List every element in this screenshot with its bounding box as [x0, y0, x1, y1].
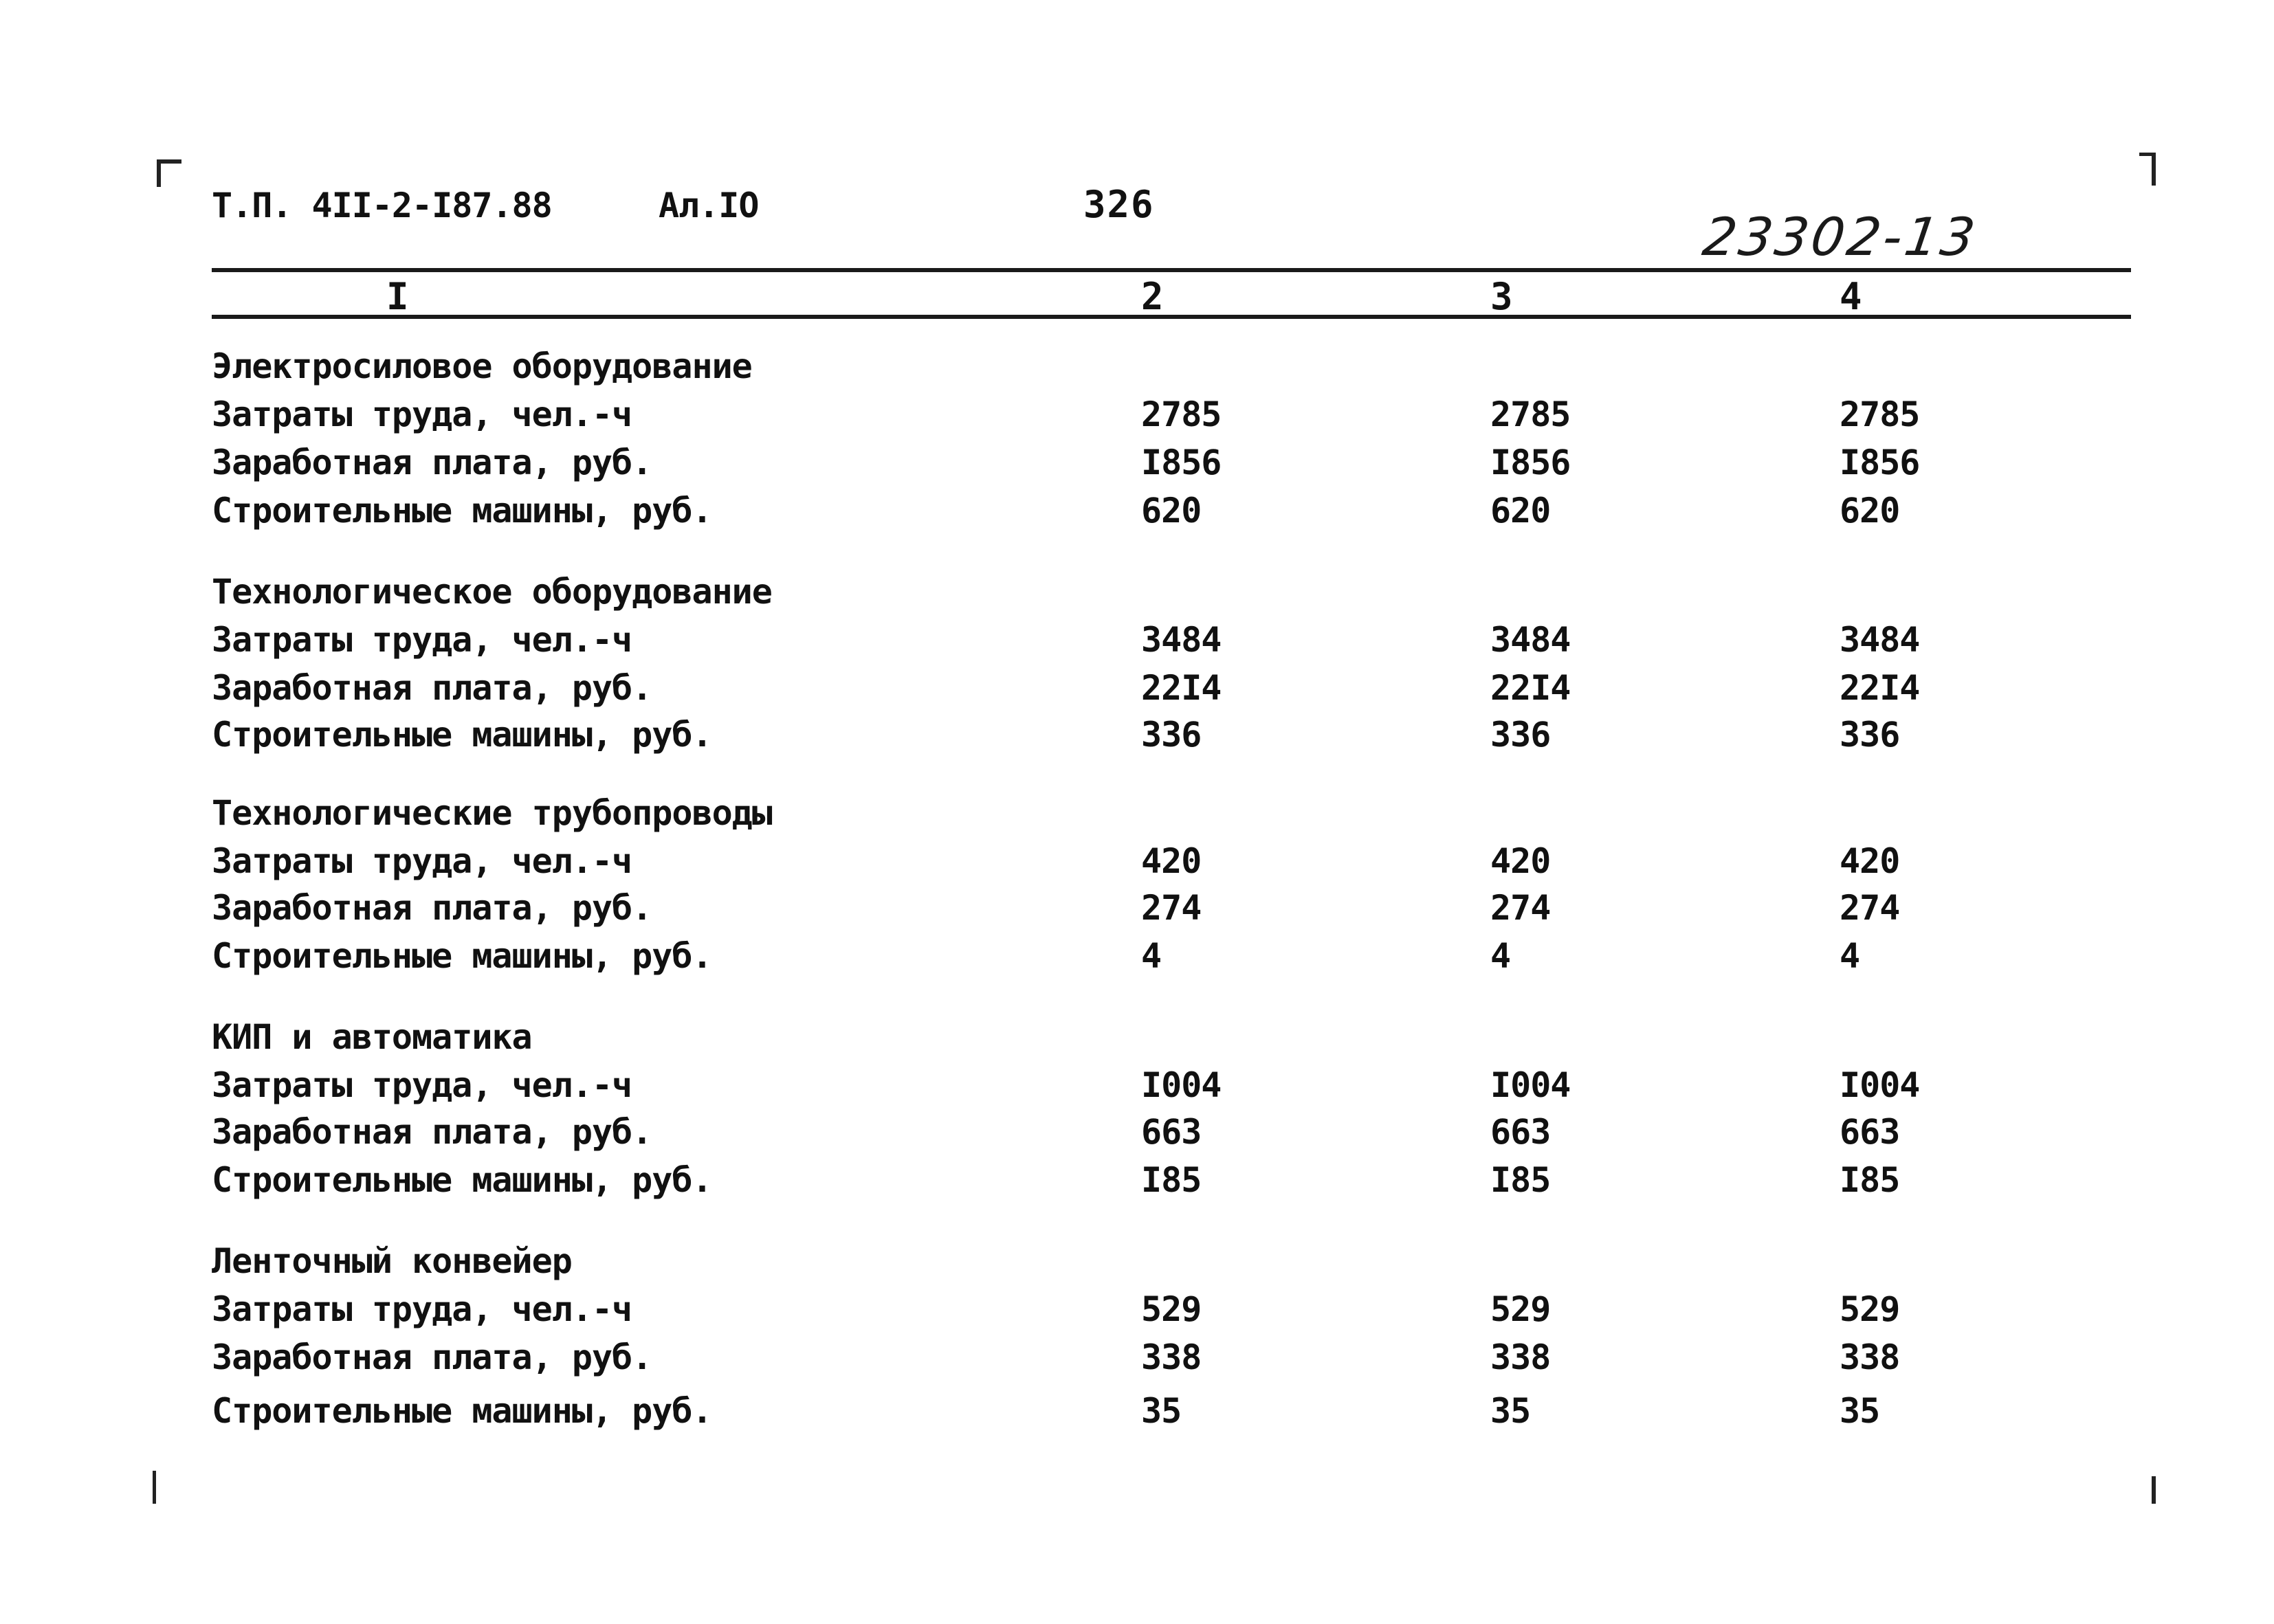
section-title-row — [0, 1013, 2274, 1061]
value-col-2: 35 — [1141, 1391, 1182, 1431]
table-row — [0, 1108, 2274, 1156]
value-col-3: 22I4 — [1490, 668, 1571, 708]
value-col-3: 620 — [1490, 491, 1551, 531]
value-col-2: 2785 — [1141, 394, 1222, 434]
table-row — [0, 1156, 2274, 1204]
value-col-4: I004 — [1840, 1065, 1920, 1105]
table-row — [0, 711, 2274, 759]
corner-mark-top-right — [2152, 153, 2156, 186]
table-row — [0, 616, 2274, 664]
value-col-4: 620 — [1840, 491, 1900, 531]
row-label: Заработная плата, руб. — [212, 888, 652, 928]
section-title-row — [0, 568, 2274, 616]
album-label: Ал.IO — [659, 186, 759, 225]
handwritten-number: 23302-13 — [1699, 206, 1982, 267]
row-label: Затраты труда, чел.-ч — [212, 841, 632, 881]
value-col-2: 338 — [1141, 1337, 1202, 1377]
value-col-2: I85 — [1141, 1160, 1202, 1200]
table-row — [0, 664, 2274, 712]
section-title-row — [0, 342, 2274, 390]
column-number-1: I — [386, 275, 409, 318]
value-col-3: 529 — [1490, 1289, 1551, 1329]
corner-mark-top-left — [157, 159, 161, 187]
section-title: Ленточный конвейер — [212, 1241, 572, 1281]
value-col-2: 4 — [1141, 936, 1162, 976]
value-col-2: I856 — [1141, 443, 1222, 482]
section-title: КИП и автоматика — [212, 1017, 532, 1057]
section-title: Электросиловое оборудование — [212, 346, 752, 386]
row-label: Затраты труда, чел.-ч — [212, 1065, 632, 1105]
table-row — [0, 837, 2274, 885]
table-row — [0, 1061, 2274, 1109]
row-label: Строительные машины, руб. — [212, 1391, 712, 1431]
row-label: Заработная плата, руб. — [212, 668, 652, 708]
section-title: Технологические трубопроводы — [212, 793, 772, 833]
value-col-4: 663 — [1840, 1112, 1900, 1152]
table-row — [0, 932, 2274, 980]
table-row — [0, 884, 2274, 932]
value-col-3: 2785 — [1490, 394, 1571, 434]
table-row — [0, 438, 2274, 487]
value-col-3: I004 — [1490, 1065, 1571, 1105]
column-number-3: 3 — [1490, 275, 1513, 318]
row-label: Затраты труда, чел.-ч — [212, 1289, 632, 1329]
table-row — [0, 390, 2274, 438]
row-label: Строительные машины, руб. — [212, 491, 712, 531]
value-col-3: 4 — [1490, 936, 1511, 976]
value-col-2: 663 — [1141, 1112, 1202, 1152]
value-col-4: 338 — [1840, 1337, 1900, 1377]
value-col-4: 22I4 — [1840, 668, 1920, 708]
value-col-4: 4 — [1840, 936, 1860, 976]
value-col-3: I856 — [1490, 443, 1571, 482]
value-col-2: 3484 — [1141, 620, 1222, 660]
value-col-2: I004 — [1141, 1065, 1222, 1105]
section-title-row — [0, 1237, 2274, 1285]
table-top-rule — [212, 268, 2131, 272]
value-col-3: 420 — [1490, 841, 1551, 881]
value-col-2: 22I4 — [1141, 668, 1222, 708]
corner-mark-bottom-right — [2152, 1476, 2156, 1504]
row-label: Заработная плата, руб. — [212, 1112, 652, 1152]
corner-mark-top-right-h — [2139, 153, 2156, 156]
value-col-3: 35 — [1490, 1391, 1531, 1431]
table-row — [0, 1333, 2274, 1381]
value-col-4: I85 — [1840, 1160, 1900, 1200]
value-col-3: 274 — [1490, 888, 1551, 928]
table-row — [0, 1387, 2274, 1435]
value-col-2: 420 — [1141, 841, 1202, 881]
section-title: Технологическое оборудование — [212, 572, 772, 612]
value-col-4: 420 — [1840, 841, 1900, 881]
value-col-2: 274 — [1141, 888, 1202, 928]
value-col-3: I85 — [1490, 1160, 1551, 1200]
value-col-4: 529 — [1840, 1289, 1900, 1329]
row-label: Заработная плата, руб. — [212, 443, 652, 482]
row-label: Строительные машины, руб. — [212, 715, 712, 755]
doc-code: Т.П. 4II-2-I87.88 — [212, 186, 552, 225]
value-col-4: 3484 — [1840, 620, 1920, 660]
value-col-4: 336 — [1840, 715, 1900, 755]
value-col-4: 274 — [1840, 888, 1900, 928]
value-col-4: 2785 — [1840, 394, 1920, 434]
row-label: Строительные машины, руб. — [212, 1160, 712, 1200]
value-col-4: I856 — [1840, 443, 1920, 482]
value-col-4: 35 — [1840, 1391, 1880, 1431]
value-col-2: 620 — [1141, 491, 1202, 531]
table-row — [0, 487, 2274, 535]
row-label: Заработная плата, руб. — [212, 1337, 652, 1377]
value-col-2: 336 — [1141, 715, 1202, 755]
page-number: 326 — [1083, 183, 1155, 226]
row-label: Затраты труда, чел.-ч — [212, 620, 632, 660]
table-row — [0, 1285, 2274, 1333]
corner-mark-top-left-h — [157, 159, 181, 164]
value-col-3: 338 — [1490, 1337, 1551, 1377]
value-col-3: 663 — [1490, 1112, 1551, 1152]
section-title-row — [0, 789, 2274, 837]
corner-mark-bottom-left — [153, 1471, 156, 1504]
column-number-4: 4 — [1840, 275, 1862, 318]
row-label: Затраты труда, чел.-ч — [212, 394, 632, 434]
value-col-3: 3484 — [1490, 620, 1571, 660]
value-col-3: 336 — [1490, 715, 1551, 755]
column-number-2: 2 — [1141, 275, 1164, 318]
row-label: Строительные машины, руб. — [212, 936, 712, 976]
value-col-2: 529 — [1141, 1289, 1202, 1329]
